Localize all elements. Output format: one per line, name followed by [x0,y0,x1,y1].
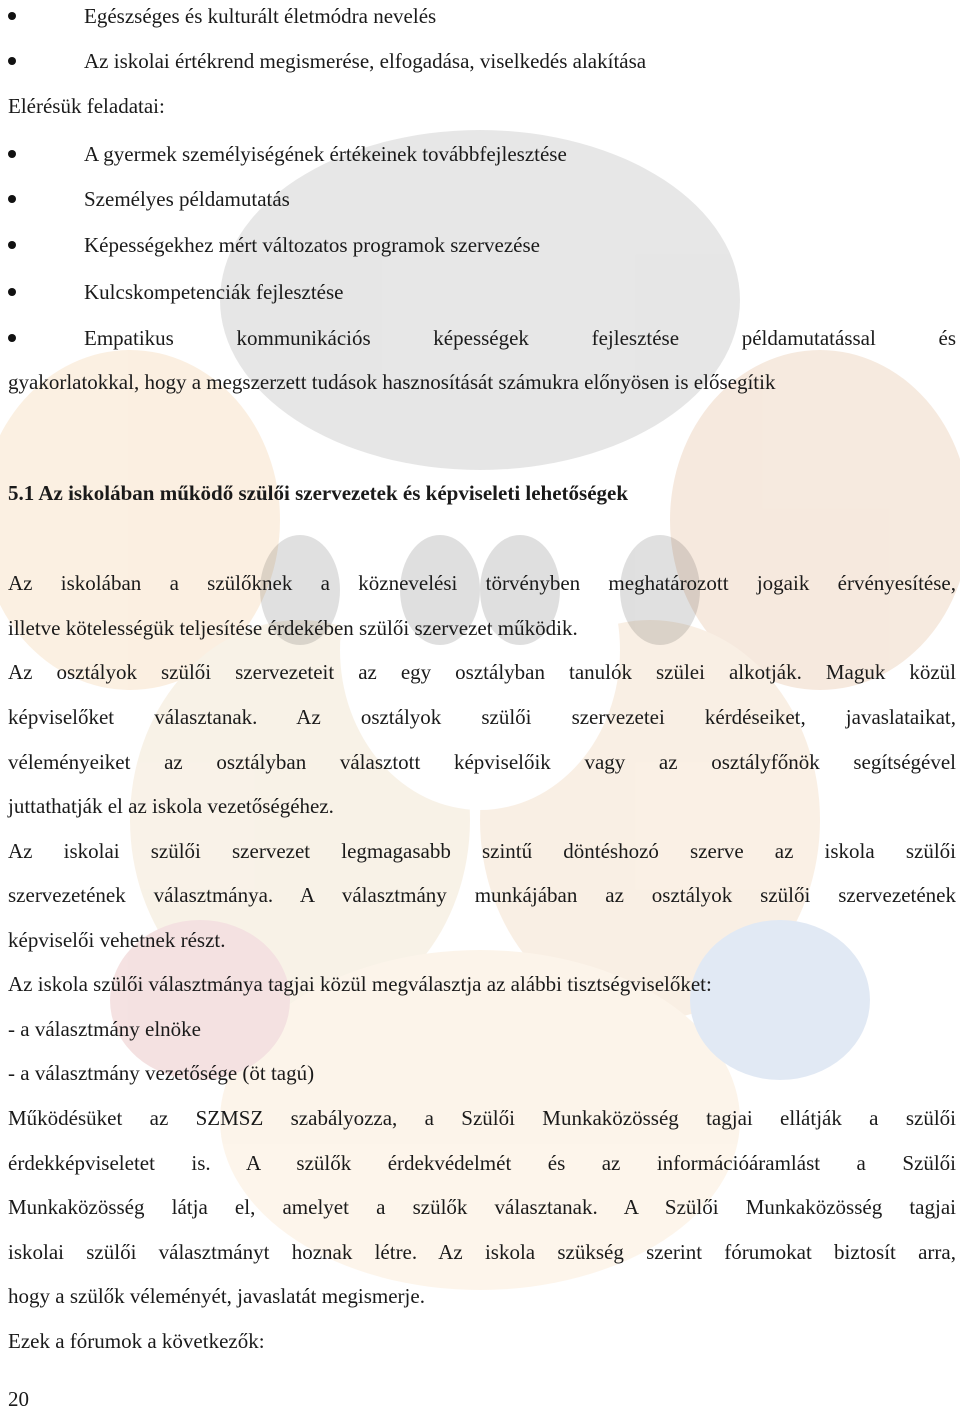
paragraph-line: juttathatják el az iskola vezetőségéhez. [8,794,334,818]
paragraph-line: gyakorlatokkal, hogy a megszerzett tudások hasznosítását számukra előnyösen is elősegítik [8,370,776,394]
paragraph-line: iskolai szülői választmányt hoznak létre. Az iskola szükség szerint fórumokat biztosít arra, [8,1240,956,1264]
paragraph-line: képviselőket választanak. Az osztályok szülői szervezetei kérdéseiket, javaslataikat, [8,705,956,729]
paragraph-line: véleményeiket az osztályban választott képviselőik vagy az osztályfőnök segítségével [8,750,956,774]
bullet-icon [8,241,16,249]
paragraph-line: Az iskolai szülői szervezet legmagasabb szintű döntéshozó szerve az iskola szülői [8,839,956,863]
section-label: Elérésük feladatai: [8,94,165,118]
paragraph-line: Az iskola szülői választmánya tagjai közül megválasztja az alábbi tisztségviselőket: [8,972,712,996]
section-heading: 5.1 Az iskolában működő szülői szervezetek és képviseleti lehetőségek [8,481,629,505]
paragraph-line: - a választmány vezetősége (öt tagú) [8,1061,315,1085]
paragraph-line: Az iskolában a szülőknek a köznevelési törvényben meghatározott jogaik érvényesítése, [8,571,956,595]
paragraph-line: Munkaközösség látja el, amelyet a szülők választanak. A Szülői Munkaközösség tagjai [8,1195,956,1219]
paragraph-line: illetve kötelességük teljesítése érdekében szülői szervezet működik. [8,616,578,640]
bullet-icon [8,334,16,342]
paragraph-line: hogy a szülők véleményét, javaslatát megismerje. [8,1284,425,1308]
page-number: 20 [8,1387,29,1411]
bullet-icon [8,12,16,20]
paragraph-line: - a választmány elnöke [8,1017,201,1041]
paragraph-line: Ezek a fórumok a következők: [8,1329,265,1353]
paragraph-line: Az osztályok szülői szervezeteit az egy osztályban tanulók szülei alkotják. Maguk közül [8,660,956,684]
bullet-icon [8,150,16,158]
paragraph-line: Működésüket az SZMSZ szabályozza, a Szülői Munkaközösség tagjai ellátják a szülői [8,1106,956,1130]
bullet-icon [8,57,16,65]
paragraph-line: képviselői vehetnek részt. [8,928,226,952]
bullet-icon [8,195,16,203]
bullet-icon [8,288,16,296]
paragraph-line: érdekképviseletet is. A szülők érdekvédelmét és az információáramlást a Szülői [8,1151,956,1175]
paragraph-line: szervezetének választmánya. A választmány munkájában az osztályok szülői szervezetének [8,883,956,907]
